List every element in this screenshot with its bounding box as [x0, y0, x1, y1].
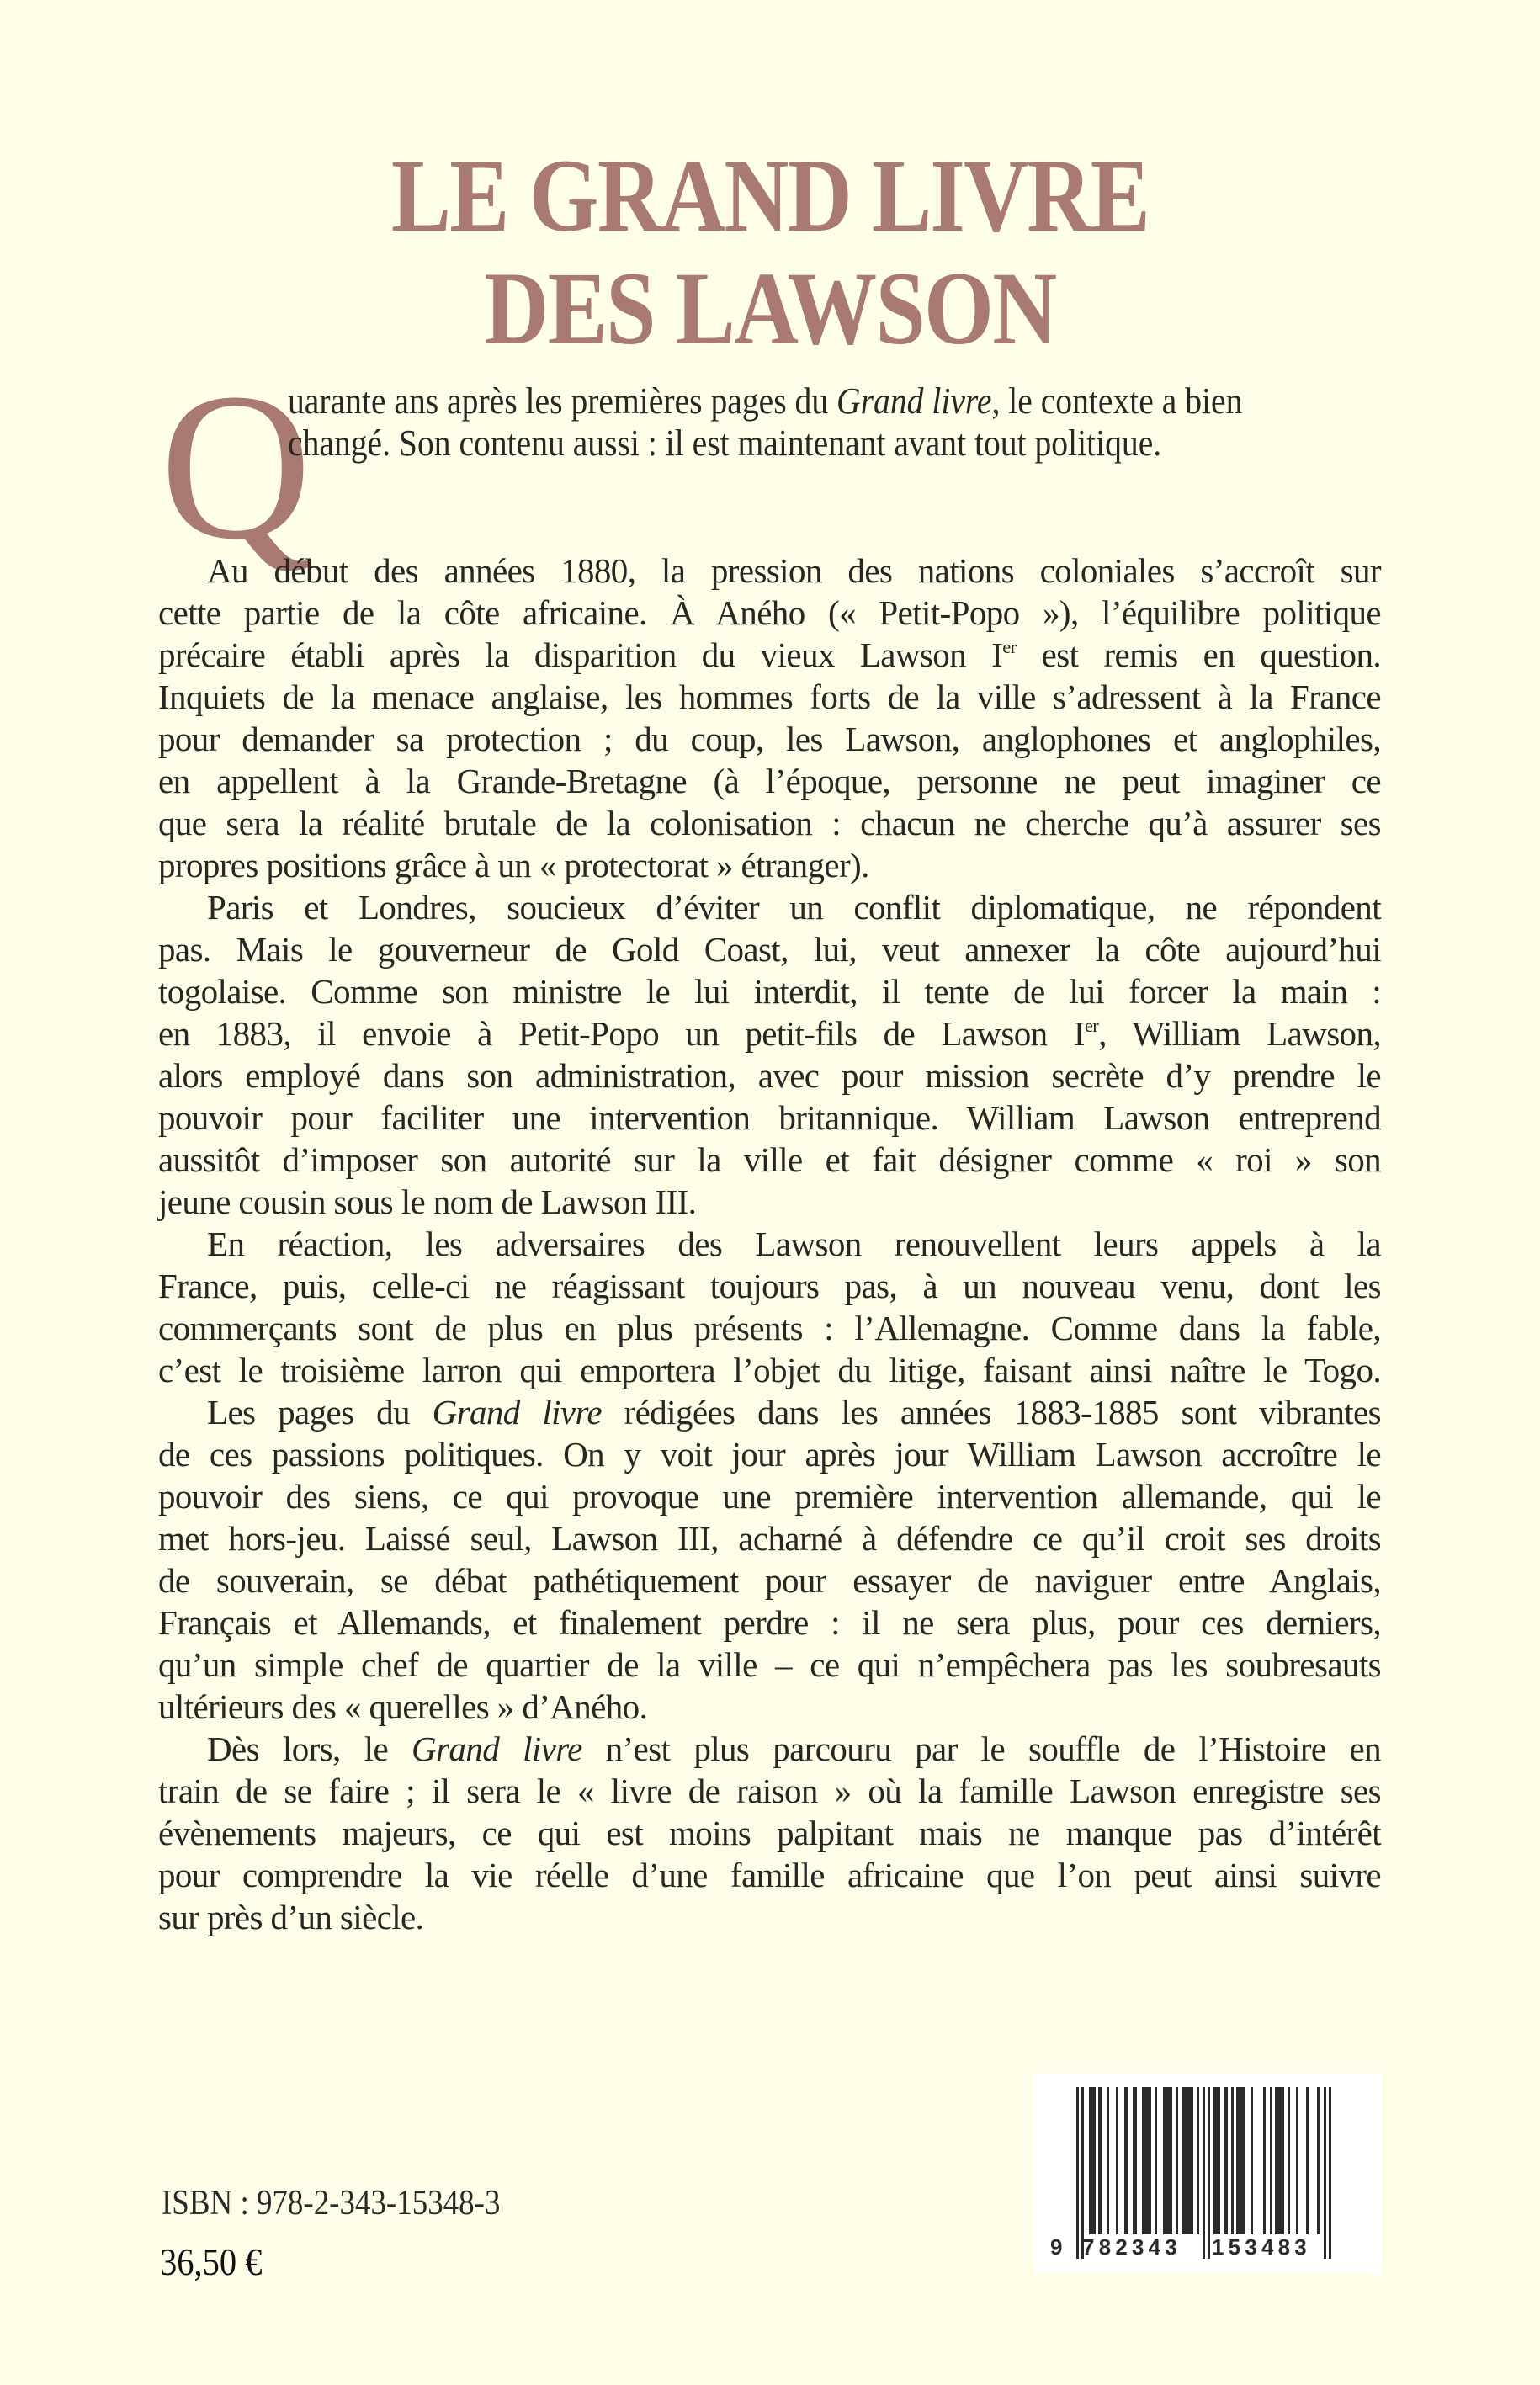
paragraph-3 — [158, 1223, 1381, 1391]
body-line: togolaise. Comme son ministre le lui interdit, il tente de lui forcer la main : — [158, 972, 1381, 1011]
body-line: qu’un simple chef de quartier de la ville – ce qui n’empêchera pas les soubresauts — [158, 1645, 1381, 1684]
intro-text: , le contexte a bien — [991, 380, 1243, 422]
book-title-italic: Grand livre — [432, 1393, 602, 1432]
paragraph-4 — [158, 1391, 1381, 1728]
barcode-digits-left: 782343 — [1082, 2234, 1182, 2260]
body-line: pour comprendre la vie réelle d’une famille africaine que l’on peut ainsi suivre — [158, 1856, 1381, 1894]
paragraph-2 — [158, 886, 1381, 1223]
barcode — [1033, 2073, 1382, 2274]
body-line: met hors-jeu. Laissé seul, Lawson III, acharné à défendre ce qu’il croit ses droits — [158, 1519, 1381, 1558]
price: 36,50 € — [160, 2240, 263, 2283]
body-line: Français et Allemands, et finalement perdre : il ne sera plus, pour ces derniers, — [158, 1603, 1381, 1642]
body-line: pouvoir pour faciliter une intervention britannique. William Lawson entreprend — [158, 1098, 1381, 1137]
body-line: de souverain, se débat pathétiquement pour essayer de naviguer entre Anglais, — [158, 1561, 1381, 1600]
body-line: alors employé dans son administration, avec pour mission secrète d’y prendre le — [158, 1056, 1381, 1095]
text: en 1883, il envoie à Petit-Popo un petit-fils de Lawson I — [158, 1014, 1085, 1053]
body-line: cette partie de la côte africaine. À Aného (« Petit-Popo »), l’équilibre politique — [158, 593, 1381, 632]
body-line — [158, 634, 1381, 676]
book-title-line-1: LE GRAND LIVRE — [390, 138, 1150, 254]
book-title-line-2: DES LAWSON — [484, 251, 1056, 367]
book-title-italic: Grand livre — [836, 380, 992, 422]
body-line: jeune cousin sous le nom de Lawson III. — [158, 1182, 697, 1221]
intro-line-1 — [288, 380, 1272, 422]
paragraph-1 — [158, 550, 1381, 886]
body-line: évènements majeurs, ce qui est moins palpitant mais ne manque pas d’intérêt — [158, 1814, 1381, 1852]
body-line — [158, 1728, 1381, 1770]
superscript: er — [1084, 1015, 1099, 1037]
superscript: er — [1002, 636, 1017, 658]
body-line: Au début des années 1880, la pression des nations coloniales s’accroît sur — [207, 551, 1381, 590]
body-line: pouvoir des siens, ce qui provoque une première intervention allemande, qui le — [158, 1477, 1381, 1516]
text: Les pages du — [207, 1393, 433, 1432]
body-line: de ces passions politiques. On y voit jour après jour William Lawson accroître le — [158, 1435, 1381, 1474]
text: précaire établi après la disparition du vieux Lawson I — [158, 635, 1003, 674]
intro-text: uarante ans après les premières pages du — [288, 380, 837, 422]
body-line: Paris et Londres, soucieux d’éviter un conflit diplomatique, ne répondent — [207, 888, 1381, 927]
body-line: En réaction, les adversaires des Lawson renouvellent leurs appels à la — [207, 1224, 1381, 1263]
body-line: que sera la réalité brutale de la colonisation : chacun ne cherche qu’à assurer ses — [158, 804, 1381, 842]
intro-line-2: changé. Son contenu aussi : il est maintenant avant tout politique. — [288, 422, 1162, 464]
body-line: train de se faire ; il sera le « livre de raison » où la famille Lawson enregistre ses — [158, 1771, 1381, 1810]
body-line: Inquiets de la menace anglaise, les hommes forts de la ville s’adressent à la France — [158, 677, 1381, 716]
barcode-digits-right: 153483 — [1212, 2234, 1311, 2260]
text: est remis en question. — [1016, 635, 1382, 674]
barcode-digit-first: 9 — [1050, 2234, 1063, 2260]
text: , William Lawson, — [1098, 1014, 1382, 1053]
body-line: sur près d’un siècle. — [158, 1898, 424, 1936]
body-line: en appellent à la Grande-Bretagne (à l’époque, personne ne peut imaginer ce — [158, 762, 1381, 800]
body-line: c’est le troisième larron qui emportera l’objet du litige, faisant ainsi naître le Togo. — [158, 1351, 1381, 1389]
text: Dès lors, le — [207, 1729, 412, 1768]
text: rédigées dans les années 1883-1885 sont vibrantes — [601, 1393, 1381, 1432]
isbn: ISBN : 978-2-343-15348-3 — [162, 2184, 501, 2223]
body-line: pour demander sa protection ; du coup, les Lawson, anglophones et anglophiles, — [158, 720, 1381, 758]
body-line — [158, 1012, 1381, 1054]
drop-cap: Q — [160, 350, 312, 583]
paragraph-5 — [158, 1728, 1381, 1938]
body-line — [158, 1391, 1381, 1433]
body-line: commerçants sont de plus en plus présents : l’Allemagne. Comme dans la fable, — [158, 1309, 1381, 1347]
body-line: France, puis, celle-ci ne réagissant toujours pas, à un nouveau venu, dont les — [158, 1267, 1381, 1305]
body-line: propres positions grâce à un « protectorat » étranger). — [158, 846, 869, 884]
body-line: aussitôt d’imposer son autorité sur la ville et fait désigner comme « roi » son — [158, 1140, 1381, 1179]
body-line: pas. Mais le gouverneur de Gold Coast, lui, veut annexer la côte aujourd’hui — [158, 930, 1381, 969]
book-title-italic: Grand livre — [412, 1729, 582, 1768]
body-line: ultérieurs des « querelles » d’Aného. — [158, 1687, 648, 1726]
blurb-body — [158, 550, 1381, 1938]
text: n’est plus parcouru par le souffle de l’Histoire en — [581, 1729, 1381, 1768]
